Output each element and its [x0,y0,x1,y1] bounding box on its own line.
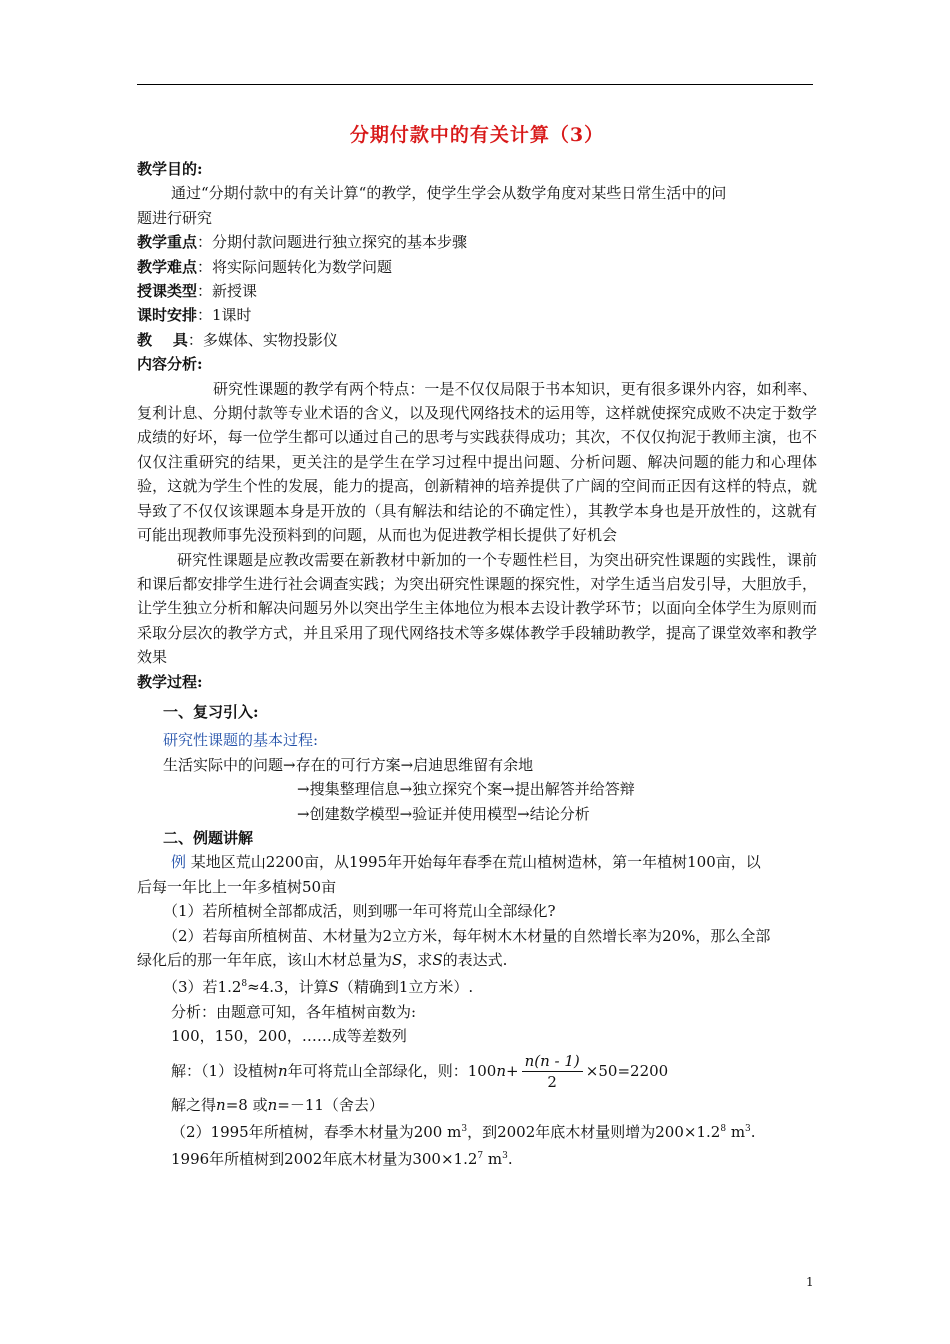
p2-text-c: m [726,1123,746,1142]
objective-label: 教学目的: [137,160,203,178]
sol2-var-n: n [216,1095,226,1114]
example-mark: 例 [171,853,187,872]
example-line-1 [137,850,817,874]
key-label: 教学重点 [137,233,198,252]
difficulty-text: ：将实际问题转化为数学问题 [197,257,393,276]
objective-text-1: 通过“分期付款中的有关计算“的教学，使学生学会从数学角度对某些日常生活中的问 [171,184,727,203]
solution-line-2 [137,1093,817,1117]
section-review: 一、复习引入: [163,702,259,721]
p3-text-c: . [507,1150,513,1169]
p3-text-a: 1996年所植树到2002年底木材量为300×1.2 [171,1150,478,1169]
page-number: 1 [806,1275,814,1289]
schedule-label: 课时安排 [137,306,198,325]
fraction-denominator: 2 [547,1073,557,1092]
p2-sup-1: 3 [461,1124,468,1135]
analysis-label: 内容分析: [137,355,203,374]
question-1: （1）若所植树全部都成活，则到哪一年可将荒山全部绿化? [163,902,556,921]
type-label: 授课类型 [137,282,198,301]
page-title: 分期付款中的有关计算（3） [349,124,605,146]
sol-text-b: 年可将荒山全部绿化，则：100 [287,1061,497,1080]
q3-exponent: 8 [241,979,248,990]
sequence-line: 100，150，200，……成等差数列 [171,1027,407,1046]
part-2-line-1 [137,1117,817,1144]
p2-text-d: . [750,1123,756,1142]
basic-process-heading: 研究性课题的基本过程: [163,731,319,750]
p2-sup-2: 8 [720,1124,727,1135]
sol2-var-n2: n [267,1095,278,1114]
p2-sup-3: 3 [745,1124,751,1135]
sol-text-e: ×50=2200 [585,1061,669,1080]
q3-text-a: （3）若1.2 [163,978,242,997]
objective-text-cont: 题进行研究 [137,208,213,227]
steps-line-1: 生活实际中的问题→存在的可行方案→启迪思维留有余地 [163,755,534,774]
document-body [137,120,817,1172]
part-2-line-2 [137,1144,817,1171]
difficulty-label: 教学难点 [137,257,198,276]
fraction-numerator: n(n - 1) [522,1051,583,1072]
q2-text-b: ，求 [402,951,433,969]
example-text-1: 某地区荒山2200亩，从1995年开始每年春季在荒山植树造林，第一年植树100亩，以 [186,853,761,872]
analysis-line: 分析：由题意可知，各年植树亩数为: [171,1002,417,1021]
example-line-2: 后每一年比上一年多植树50亩 [137,877,337,896]
lesson-type [137,279,817,303]
header-rule [137,84,813,85]
question-3 [137,972,817,999]
sol2-text-e: =－11（舍去） [277,1095,384,1114]
schedule [137,303,817,327]
p3-sup-1: 7 [477,1151,484,1162]
tools-label: 教 具 [137,330,188,349]
sol-var-n: n [278,1061,288,1080]
q2-var-s: S [392,951,403,969]
p2-text-a: （2）1995年所植树，春季木材量为200 m [171,1123,462,1142]
q3-text-b: ≈4.3，计算 [247,978,329,997]
sol2-text-a: 解之得 [171,1095,217,1114]
steps-line-3: →创建数学模型→验证并使用模型→结论分析 [297,804,590,823]
tools [137,328,817,352]
question-2-line-2 [137,948,817,972]
sol2-text-c: =8 或 [225,1095,268,1114]
analysis-paragraph-1: 研究性课题的教学有两个特点：一是不仅仅局限于书本知识，更有很多课外内容，如利率、复利计息、分期付款等专业术语的含义，以及现代网络技术的运用等，这样就使探究成败不决定于数学成绩的好坏，每一位学生都可以通过自己的思考与实践获得成功；其次，不仅仅拘泥于教师主演，也不仅仅注重研究的结果，更关注的是学生在学习过程中提出问题、分析问题、解决问题的能力和心理体验，这就为学生个性的发展，能力的提高，创新精神的培养提供了广阔的空间而正因有这样的特点，就导致了不仅仅该课题本身是开放的（具有解法和结论的不确定性），其教学本身也是开放性的，这就有可能出现教师事先没预料到的问题，从而也为促进教学相长提供了好机会 [137,379,817,545]
sol-text-a: 解：（1）设植树 [171,1061,279,1080]
key-text: ：分期付款问题进行独立探究的基本步骤 [197,233,468,252]
q3-text-c: （精确到1立方米）. [338,978,474,997]
p3-sup-2: 3 [502,1151,508,1162]
key-point [137,230,817,254]
section-examples: 二、例题讲解 [163,828,254,847]
analysis-paragraph-2: 研究性课题是应教改需要在新教材中新加的一个专题性栏目，为突出研究性课题的实践性，课前和课后都安排学生进行社会调查实践；为突出研究性课题的探究性，对学生适当启发引导，大胆放手，让学生独立分析和解决问题另外以突出学生主体地位为根本去设计教学环节；以面向全体学生为原则而采取分层次的教学方式，并且采用了现代网络技术等多媒体教学手段辅助教学，提高了课堂效率和教学效果 [137,550,817,667]
solution-line-1 [137,1049,817,1093]
p2-text-b: ，到2002年底木材量则增为200×1.2 [467,1123,721,1142]
sol-var-n2: n [496,1061,507,1080]
q2-text-a: 绿化后的那一年年底，该山木材总量为 [137,951,393,969]
q2-text-c: 的表达式. [442,951,508,969]
q2-var-s2: S [432,951,443,969]
difficulty [137,255,817,279]
question-2-line-1: （2）若每亩所植树苗、木材量为2立方米，每年树木木材量的自然增长率为20%，那么全部 [163,926,771,945]
type-text: ：新授课 [197,282,258,301]
schedule-text: ：1课时 [197,306,252,325]
q3-var: S [328,978,339,997]
steps-line-2: →搜集整理信息→独立探究个案→提出解答并给答辩 [297,780,635,799]
tools-text: ：多媒体、实物投影仪 [187,330,338,349]
sol-plus: + [506,1061,519,1080]
process-label: 教学过程: [137,672,203,691]
fraction [522,1051,583,1092]
objective-text [137,181,817,205]
p3-text-b: m [483,1150,503,1169]
